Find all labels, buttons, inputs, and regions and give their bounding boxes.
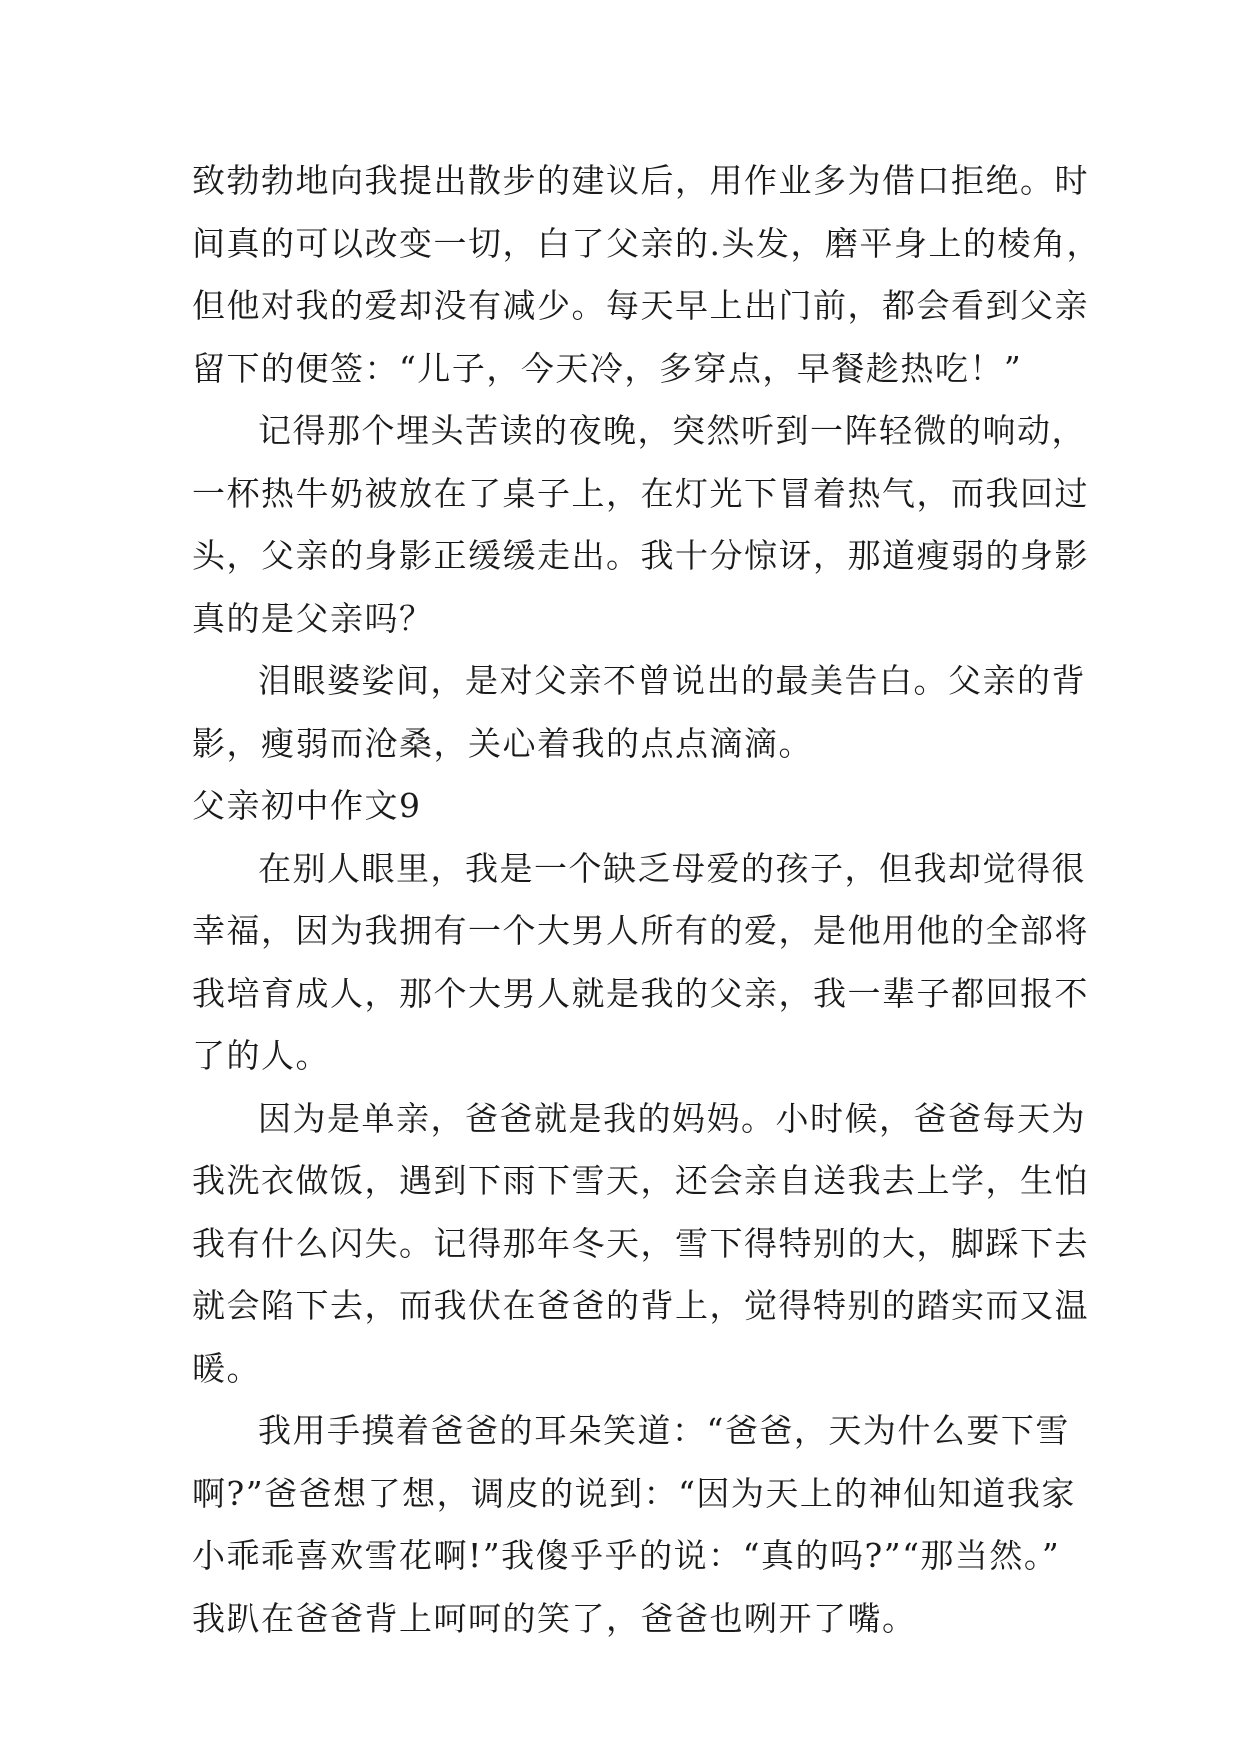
text-line: 啊?”爸爸想了想，调皮的说到：“因为天上的神仙知道我家: [192, 1473, 1076, 1513]
text-line: 幸福，因为我拥有一个大男人所有的爱，是他用他的全部将: [192, 911, 1089, 950]
text-line: 但他对我的爱却没有减少。每天早上出门前，都会看到父亲: [192, 286, 1089, 325]
paragraph-start-line: 泪眼婆娑间，是对父亲不曾说出的最美告白。父亲的背: [258, 661, 1086, 700]
section-heading: 父亲初中作文9: [192, 786, 422, 825]
document-page: [192, 150, 1101, 1650]
text-line: 一杯热牛奶被放在了桌子上，在灯光下冒着热气，而我回过: [192, 473, 1089, 513]
text-line: 就会陷下去，而我伏在爸爸的背上，觉得特别的踏实而又温: [192, 1286, 1089, 1325]
text-line: 暖。: [192, 1348, 261, 1388]
text-line: 头，父亲的身影正缓缓走出。我十分惊讶，那道瘦弱的身影: [192, 536, 1089, 575]
text-line: 我培育成人，那个大男人就是我的父亲，我一辈子都回报不: [192, 973, 1089, 1013]
paragraph-start-line: 在别人眼里，我是一个缺乏母爱的孩子，但我却觉得很: [258, 848, 1086, 888]
text-line: 间真的可以改变一切，白了父亲的.头发，磨平身上的棱角，: [192, 223, 1101, 263]
text-line: 影，瘦弱而沧桑，关心着我的点点滴滴。: [192, 723, 813, 763]
text-line: 我有什么闪失。记得那年冬天，雪下得特别的大，脚踩下去: [192, 1223, 1089, 1263]
paragraph-start-line: 我用手摸着爸爸的耳朵笑道：“爸爸，天为什么要下雪: [258, 1411, 1070, 1450]
paragraph-start-line: 因为是单亲，爸爸就是我的妈妈。小时候，爸爸每天为: [258, 1098, 1086, 1138]
text-line: 小乖乖喜欢雪花啊!”我傻乎乎的说：“真的吗?”“那当然。”: [192, 1536, 1061, 1575]
text-line: 了的人。: [192, 1036, 330, 1075]
paragraph-start-line: 记得那个埋头苦读的夜晚，突然听到一阵轻微的响动，: [258, 411, 1086, 450]
text-line: 我洗衣做饭，遇到下雨下雪天，还会亲自送我去上学，生怕: [192, 1161, 1089, 1200]
text-line: 致勃勃地向我提出散步的建议后，用作业多为借口拒绝。时: [192, 161, 1089, 200]
text-line: 留下的便签：“儿子，今天冷，多穿点，早餐趁热吃！”: [192, 348, 1023, 388]
text-line: 真的是父亲吗？: [192, 598, 434, 638]
text-line: 我趴在爸爸背上呵呵的笑了，爸爸也咧开了嘴。: [192, 1598, 917, 1638]
